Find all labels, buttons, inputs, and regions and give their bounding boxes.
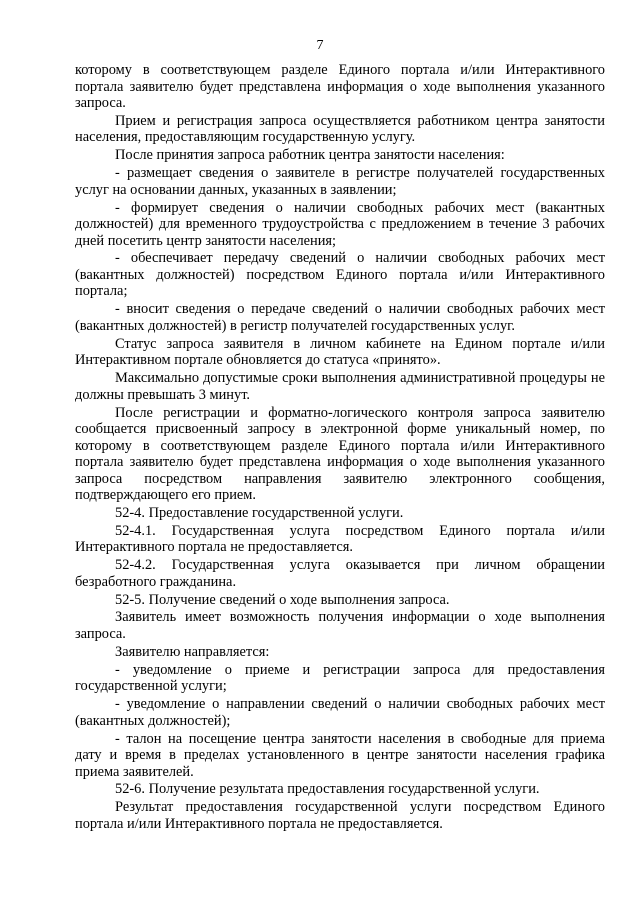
paragraph: Прием и регистрация запроса осуществляется работником центра занятости населения, предоставляющим государственную услугу. [75,112,605,146]
list-item: - уведомление о направлении сведений о наличии свободных рабочих мест (вакантных должностей); [75,696,605,729]
list-item: - вносит сведения о передаче сведений о наличии свободных рабочих мест (вакантных должностей) в регистр получателей государственных услуг. [75,301,605,334]
list-item: - размещает сведения о заявителе в регистре получателей государственных услуг на основании данных, указанных в заявлении; [75,165,605,198]
section-heading: 52-5. Получение сведений о ходе выполнения запроса. [115,591,450,608]
paragraph: Заявителю направляется: [115,643,270,660]
subsection: 52-4.2. Государственная услуга оказывается при личном обращении безработного гражданина. [75,557,605,590]
paragraph: После принятия запроса работник центра занятости населения: [115,147,505,164]
paragraph-continuation: которому в соответствующем разделе Единого портала и/или Интерактивного портала заявителю будет представлена информация о ходе выполнения указанного запроса. [75,62,605,111]
list-item: - обеспечивает передачу сведений о наличии свободных рабочих мест (вакантных должностей) посредством Единого портала и/или Интерактивного портала; [75,250,605,300]
paragraph: Заявитель имеет возможность получения информации о ходе выполнения запроса. [75,609,605,642]
section-heading: 52-4. Предоставление государственной услуги. [115,504,404,521]
list-item: - талон на посещение центра занятости населения в свободные для приема дату и время в пределах установленного в центре занятости населения графика приема заявителей. [75,730,605,780]
paragraph: Максимально допустимые сроки выполнения административной процедуры не должны превышать 3 минут. [75,370,605,403]
document-body [75,62,605,834]
list-item: - уведомление о приеме и регистрации запроса для предоставления государственной услуги; [75,661,605,695]
page-number: 7 [316,38,324,53]
paragraph: Статус запроса заявителя в личном кабинете на Едином портале и/или Интерактивном портале обновляется до статуса «принято». [75,335,605,369]
paragraph: Результат предоставления государственной услуги посредством Единого портала и/или Интерактивного портала не предоставляется. [75,799,605,832]
list-item: - формирует сведения о наличии свободных рабочих мест (вакантных должностей) для временного трудоустройства с предложением в течение 3 рабочих дней посетить центр занятости населения; [75,199,605,249]
paragraph: После регистрации и форматно-логического контроля запроса заявителю сообщается присвоенный запросу в электронной форме уникальный номер, по которому в соответствующем разделе Единого портала и/или Интерактивного портала заявителю будет представлена информация о ходе выполнения указанного запроса посредством направления заявителю электронного сообщения, подтверждающего его прием. [75,404,605,504]
section-heading: 52-6. Получение результата предоставления государственной услуги. [115,781,540,798]
subsection: 52-4.1. Государственная услуга посредством Единого портала и/или Интерактивного портала не предоставляется. [75,522,605,556]
